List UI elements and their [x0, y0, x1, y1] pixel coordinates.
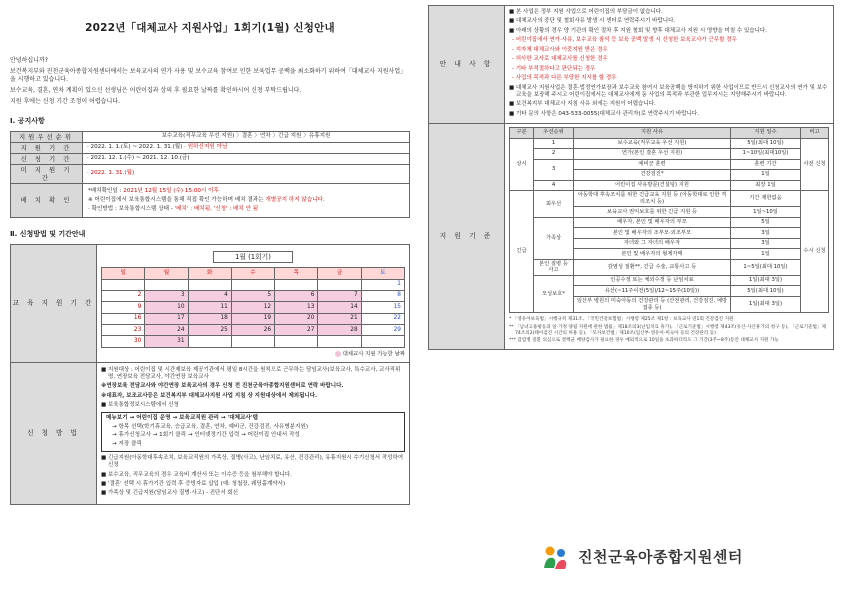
calendar-day — [188, 336, 231, 347]
days-cell: 3일 — [731, 238, 801, 249]
list-item: ■ 가족상 및 긴급지원(담임교사 질병·사고) - 진단서 회신 — [101, 490, 239, 497]
table-row — [510, 138, 829, 149]
period-label: 교 육 지 원 기 간 — [11, 244, 97, 362]
notice-table — [10, 131, 410, 218]
org-name: 진천군육아종합지원센터 — [578, 547, 743, 566]
left-column — [10, 10, 410, 505]
assign-note: ※ 어린이집에서 보육통합시스템을 통해 직접 확인 가능하며 배치 결과는 — [88, 196, 266, 203]
calendar-day — [361, 336, 404, 347]
calendar-day: 15 — [361, 302, 404, 313]
section-2-heading: Ⅱ. 신청방법 및 기간안내 — [10, 229, 86, 238]
calendar-day: 6 — [275, 290, 318, 301]
standards-label: 지 원 기 준 — [429, 124, 505, 350]
legend-text: 대체교사 지원 가능한 날짜 — [342, 351, 405, 358]
list-item: - 어린이집에서 연가·사유, 보수교육 참석 등 보육 공백 발생 시 신청한 보육교사가 근무할 경우 — [512, 37, 737, 44]
table-row — [510, 149, 829, 160]
calendar-day: 1 — [361, 279, 404, 290]
col-header: 구분 — [510, 128, 534, 139]
col-header: 비고 — [801, 128, 829, 139]
reason-cell: 본인 및 배우자의 조부모·외조부모 — [574, 228, 731, 239]
assign-cell — [83, 183, 410, 217]
days-cell: 훈련 기간 — [731, 159, 801, 170]
calendar-day: 7 — [318, 290, 361, 301]
support-period-value: · 2022. 1. 1.(토) ~ 2022. 1. 31.(월) — [87, 144, 183, 151]
list-item: ■ 대체교사 지원사업은 결혼·법정연가보장과 보수교육 참여시 보육공백을 방지하기 위한 사업이므로 반드시 신청교사의 연가 및 보수교육을 보장해 주시고 어린이집에서는 대체교사에게 동 사업의 목적과 부관한 업무지시는 지양해주시기 바랍니다. — [509, 84, 828, 98]
group-regular: 상시 — [510, 138, 534, 191]
calendar-legend — [101, 351, 405, 358]
calendar-day: 19 — [231, 313, 274, 324]
method-content — [97, 363, 410, 505]
calendar-day: 21 — [318, 313, 361, 324]
table-row — [11, 142, 410, 153]
calendar-day — [231, 336, 274, 347]
calendar-day: 20 — [275, 313, 318, 324]
table-row — [11, 363, 410, 505]
table-row — [11, 244, 410, 362]
assign-date-label: *배치확인일 : — [88, 187, 124, 194]
calendar-header — [102, 268, 405, 279]
intro — [10, 57, 410, 105]
right-column — [428, 5, 834, 350]
intro-paragraph-3: 지원 후에는 신청 기간 조정이 어렵습니다. — [10, 97, 120, 105]
rank-cell: 가족상 — [534, 217, 574, 259]
table-row — [510, 275, 829, 286]
reason-cell: 본인 및 배우자의 형제자매 — [574, 249, 731, 260]
flow-line-4: → 저장 클릭 — [112, 440, 142, 447]
day-tue: 화 — [188, 268, 231, 279]
table-row — [429, 124, 834, 350]
standards-header — [510, 128, 829, 139]
calendar-day: 2 — [102, 290, 145, 301]
table-row — [11, 183, 410, 217]
standards-table — [509, 127, 829, 313]
org-logo — [540, 540, 770, 574]
rank-cell: 2 — [534, 149, 574, 160]
assign-method-red: '배치' : 배치됨, '신청' : 배치 안 됨 — [174, 205, 259, 212]
day-sat: 토 — [361, 268, 404, 279]
table-row — [510, 191, 829, 207]
calendar-day: 13 — [275, 302, 318, 313]
calendar-day: 25 — [188, 325, 231, 336]
reason-cell: 인공수정 또는 체외수정 등 난임치료 — [574, 275, 731, 286]
reason-cell: 예비군 훈련 — [574, 159, 731, 170]
calendar-day — [145, 279, 188, 290]
calendar-day: 5 — [231, 290, 274, 301]
calendar-day — [275, 279, 318, 290]
remark-cell-1: 사전 신청 — [801, 138, 829, 191]
notice-content — [505, 6, 834, 124]
day-sun: 일 — [102, 268, 145, 279]
remark-cell-2: 수시 신청 — [801, 191, 829, 313]
calendar-day: 3 — [145, 290, 188, 301]
list-item: ※대표자, 보조교사등은 보건복지부 대체교사지원 사업 지침 상 지원대상에서 제외됩니다. — [101, 392, 318, 399]
menu-flow-box — [101, 412, 405, 452]
col-header: 우선순위 — [534, 128, 574, 139]
calendar-day — [275, 336, 318, 347]
calendar-day: 29 — [361, 325, 404, 336]
calendar-day: 23 — [102, 325, 145, 336]
day-thu: 목 — [275, 268, 318, 279]
calendar-day: 26 — [231, 325, 274, 336]
calendar-week — [102, 336, 405, 347]
method-table — [10, 244, 410, 505]
support-period-note: · 원하신지원 아님 — [184, 144, 228, 151]
calendar-week — [102, 290, 405, 301]
calendar-day: 24 — [145, 325, 188, 336]
calendar-week — [102, 279, 405, 290]
calendar-body — [102, 279, 405, 347]
reason-cell: 감염성 질환**, 긴급 수술, 교통사고 등 — [574, 259, 731, 275]
priority-value: 보수교육(직무교육 우선 지원) 〉결혼 〉연차 〉긴급 지원 〉유휴지원 — [83, 131, 410, 142]
calendar-day — [188, 279, 231, 290]
calendar-day: 27 — [275, 325, 318, 336]
calendar-day — [102, 279, 145, 290]
document-title: 2022년「대체교사 지원사업」1회기(1월) 신청안내 — [85, 22, 335, 34]
calendar-day: 10 — [145, 302, 188, 313]
footnote: *** 감염병 질환 의심으로 결핵균 배양검사가 필요한 경우 예외적으로 10일을 초과하더라도 그 기간(3주~8주)동안 대체교사 지원 가능 — [509, 338, 779, 344]
rank-cell: 본인 질병 등 사고 — [534, 259, 574, 275]
calendar-day: 17 — [145, 313, 188, 324]
table-row — [510, 159, 829, 170]
support-period-cell — [83, 142, 410, 153]
days-cell: 1일 — [731, 249, 801, 260]
reason-cell: 보육교사 권익보호를 위한 긴급 지원 등 — [574, 207, 731, 218]
right-table — [428, 5, 834, 350]
table-row — [510, 180, 829, 191]
days-cell: 5일(최대 10일) — [731, 138, 801, 149]
calendar-title: 1월 (1회기) — [213, 251, 293, 263]
intro-paragraph-2: 보수교육, 결혼, 연차 계획이 있으신 선생님은 어린이집과 상의 후 필요한 날짜를 확인하시어 신청 부탁드립니다. — [10, 86, 302, 94]
table-row — [11, 164, 410, 183]
group-urgent: 긴급 — [510, 191, 534, 313]
calendar-week — [102, 325, 405, 336]
intro-greeting: 안녕하십니까? — [10, 57, 48, 65]
assign-note-red: 개별공지 하지 않습니다. — [265, 196, 325, 203]
non-support-label: 미 지 원 기 간 — [11, 164, 83, 183]
list-item: ■ 아래의 상황의 경우 양 기관의 확인 절차 후 지원 철회 및 향후 대체교사 지원 시 영향을 미칠 수 있습니다. — [509, 27, 767, 34]
footnote: ** 「남녀고용평등과 일·가정 양립 지원에 관한 법률」제18조의3(난임치료 휴가), 「근로기준법」시행령 제43조(유산·사산휴가의 청구 등), 「근로기준법」제74조의2(태아검진 시간의 허용 등), 「모자보건법」제10조(임산부·영유아·미숙아 등의 건강관리 등) — [509, 324, 826, 336]
calendar-week — [102, 302, 405, 313]
list-item: - 지자체 대체교사와 이중지원 받은 경우 — [512, 46, 608, 53]
notice-list — [509, 9, 829, 117]
reason-cell: 건강검진* — [574, 170, 731, 181]
reason-cell: 연가(본인 결혼 우선 지원) — [574, 149, 731, 160]
days-cell: 1일(최대 3일) — [731, 296, 801, 312]
footnote: * 「영유아보육법」시행규칙 제31조, 「국민건강보험법」시행령 제25조 제1항 : 보육교사 연1회 건강검진 지원 — [509, 317, 734, 323]
reason-cell: 유산(~11주이전(5일)/12~15주(10일)) — [574, 286, 731, 297]
reason-cell: 아동학대 후속조치를 위한 긴급교육 지원 등 (아동학대로 인한 격리조치 등) — [574, 191, 731, 207]
reason-cell: 임산부 병원의 미숙아동의 건강관리 등 (산전관리, 건강검진, 예방접종 등) — [574, 296, 731, 312]
list-item: - 허사한 교사로 대체교사를 신청한 경우 — [512, 56, 608, 63]
calendar-day: 4 — [188, 290, 231, 301]
days-cell: 5일 — [731, 217, 801, 228]
list-item: ■ 긴급지원(아동학대후속조치, 보육교직원의 가족상, 질병(사고), 난임치료, 유산, 건강관리), 유휴지원시 수기신청서 작성하여 신청 — [101, 455, 404, 469]
list-item: ■ '결혼' 선택 시 휴가기간 입력 후 증빙자료 삽입 (예: 청첩장, 웨딩홀계약서) — [101, 481, 286, 487]
table-row — [11, 153, 410, 164]
rank-cell: 3 — [534, 159, 574, 180]
list-item: - 사업의 목적과 다른 부당한 지시를 할 경우 — [512, 75, 617, 82]
method-list-2 — [101, 455, 405, 497]
table-row — [429, 6, 834, 124]
days-cell: 최장 1일 — [731, 180, 801, 191]
calendar-day: 31 — [145, 336, 188, 347]
list-item: ■ 보수교육, 직무교육의 경우 교육비 계산서 또는 이수증 등을 첨부해야 합니다. — [101, 471, 292, 478]
days-cell: 1일(최대 3일) — [731, 275, 801, 286]
priority-label: 지원우선순위 — [11, 131, 83, 142]
support-period-label: 지 원 기 간 — [11, 142, 83, 153]
list-item: ■ 기타 문의 사항은 043-533-0055(대체교사 관리자)로 연락주시기 바랍니다. — [509, 110, 699, 117]
assign-label: 배 치 확 인 — [11, 183, 83, 217]
reason-cell: 보수교육(직무교육 우선 지원) — [574, 138, 731, 149]
calendar-day — [231, 279, 274, 290]
calendar-day: 11 — [188, 302, 231, 313]
table-row — [510, 259, 829, 275]
flow-line-1: 메뉴보기 → 어린이집 운영 → 보육교직원 관리 → '대체교사'탭 — [106, 415, 258, 422]
assign-date: 2021년 12월 15일 (수) 15:00시 이후 — [123, 187, 219, 194]
days-cell: 5일(최대 10일) — [731, 286, 801, 297]
legend-dot-icon — [335, 351, 341, 357]
col-header: 지원 일수 — [731, 128, 801, 139]
list-item: - 기타 부적절하다고 판단되는 경우 — [512, 65, 596, 72]
calendar-day: 18 — [188, 313, 231, 324]
col-header: 지원 사유 — [574, 128, 731, 139]
table-row — [510, 217, 829, 228]
calendar-week — [102, 313, 405, 324]
calendar-day: 12 — [231, 302, 274, 313]
days-cell: 1~5일(최대 10일) — [731, 259, 801, 275]
calendar-day: 30 — [102, 336, 145, 347]
apply-period-label: 신 청 기 간 — [11, 153, 83, 164]
rank-cell: 4 — [534, 180, 574, 191]
calendar-day — [318, 279, 361, 290]
days-cell: 3일 — [731, 228, 801, 239]
list-item: ■ 보육통합정보시스템에서 신청 — [101, 402, 179, 409]
method-label: 신 청 방 법 — [11, 363, 97, 505]
list-item: ※연장보육 전담교사와 야간연장 보육교사의 경우 신청 전 진천군육아종합지원센터로 연락 바랍니다. — [101, 383, 344, 390]
day-wed: 수 — [231, 268, 274, 279]
list-item: ■ 본 사업은 정부 지원 사업으로 어린이집의 부담금이 없습니다. — [509, 9, 663, 15]
flow-line-2: → 항목 선택(학기휴교육, 승급교육, 결혼, 연차, 예비군, 건강검진, 사유병분지원) — [112, 423, 309, 430]
days-cell: 1일~10일 — [731, 207, 801, 218]
reason-cell: 배우자, 본인 및 배우자의 부모 — [574, 217, 731, 228]
standards-content — [505, 124, 834, 350]
days-cell: 1일 — [731, 170, 801, 181]
rank-cell: 모성보호* — [534, 275, 574, 312]
intro-paragraph-1: 보건복지부와 진천군육아종합지원센터에서는 보육교사의 연가 사용 및 보수교육 참여로 인한 보육업무 공백을 최소화하기 위하여「대체교사 지원사업」을 시행하고 있습니다. — [10, 68, 407, 83]
calendar-day — [318, 336, 361, 347]
assign-method: · 확인방법 : 보육통합시스템 상태 - — [88, 205, 175, 212]
calendar-day: 28 — [318, 325, 361, 336]
footnotes — [509, 317, 829, 344]
days-cell: 기간 제한없음 — [731, 191, 801, 207]
calendar-day: 9 — [102, 302, 145, 313]
rank-cell: 1 — [534, 138, 574, 149]
list-item: ■ 보건복지부 대체교사 지침 사유 외에는 지원이 어렵습니다. — [509, 101, 656, 108]
rank-cell: 최우선 — [534, 191, 574, 218]
list-item: ■ 대체교사의 중단 및 철회사유 발생 시 센터로 연락주시기 바랍니다. — [509, 18, 676, 25]
section-1-heading: Ⅰ. 공지사항 — [10, 117, 45, 126]
days-cell: 1~10일(최대10일) — [731, 149, 801, 160]
calendar-day: 14 — [318, 302, 361, 313]
list-item: ■ 지원대상 : 어린이집 및 시간제보육 제공기관에서 평일 8시간을 원칙으로 근무하는 담임교사(보육교사, 특수교사, 교사직위명, 연장보육 전담교사, 야간연장 보육교사 — [101, 367, 401, 380]
non-support-value: · 2022. 1. 31.(월) — [83, 164, 410, 183]
table-row — [11, 131, 410, 142]
calendar-day: 22 — [361, 313, 404, 324]
notice-label: 안 내 사 항 — [429, 6, 505, 124]
calendar-cell — [97, 244, 410, 362]
reason-cell: 어린이집 사유방문(건설팅) 지원 — [574, 180, 731, 191]
apply-period-value: · 2021. 12. 1.(수) ~ 2021. 12. 10.(금) — [83, 153, 410, 164]
logo-icon — [540, 542, 570, 572]
flow-line-3: → 휴가신청교사 → 1회기 클릭 → 인터넷정기간 입력 → 어린이집 안내서 작성 — [112, 432, 300, 439]
reason-cell: 자녀와 그 자녀의 배우자 — [574, 238, 731, 249]
calendar-day: 8 — [361, 290, 404, 301]
calendar — [101, 267, 405, 348]
day-mon: 월 — [145, 268, 188, 279]
day-fri: 금 — [318, 268, 361, 279]
calendar-day: 16 — [102, 313, 145, 324]
method-list — [101, 367, 405, 409]
